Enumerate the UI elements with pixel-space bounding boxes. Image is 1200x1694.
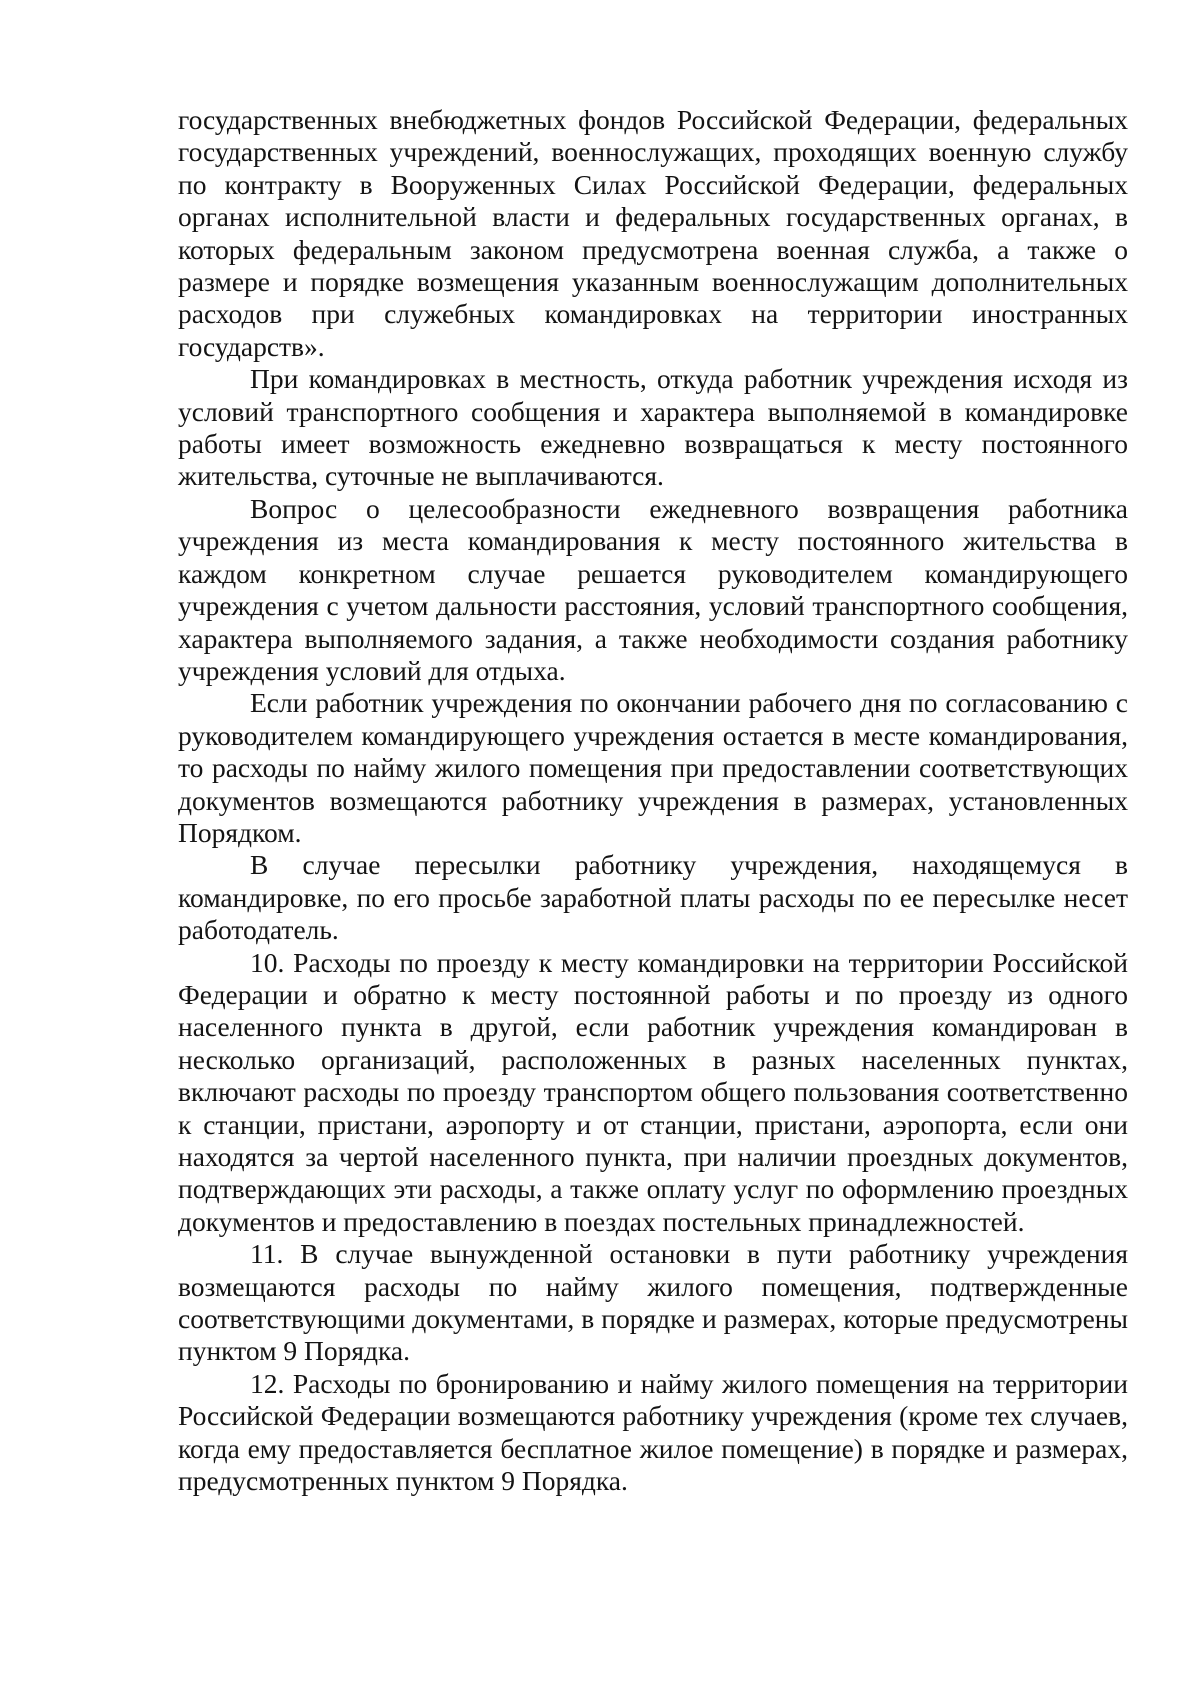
paragraph-stay-expenses: Если работник учреждения по окончании рабочего дня по согласованию с руководителем командирующего учреждения остается в месте командирования, то расходы по найму жилого помещения при предоставлении соответствующих документов возмещаются работнику учреждения в размерах, установленных Порядком.: [178, 687, 1128, 848]
paragraph-return-question: Вопрос о целесообразности ежедневного возвращения работника учреждения из места командирования к месту постоянного жительства в каждом конкретном случае решается руководителем командирующего учреждения с учетом дальности расстояния, условий транспортного сообщения, характера выполняемого задания, а также необходимости создания работнику учреждения условий для отдыха.: [178, 492, 1128, 686]
paragraph-item-11: 11. В случае вынужденной остановки в пути работнику учреждения возмещаются расходы по найму жилого помещения, подтвержденные соответствующими документами, в порядке и размерах, которые предусмотрены пунктом 9 Порядка.: [178, 1238, 1128, 1367]
paragraph-item-12: 12. Расходы по бронированию и найму жилого помещения на территории Российской Федерации возмещаются работнику учреждения (кроме тех случаев, когда ему предоставляется бесплатное жилое помещение) в порядке и размерах, предусмотренных пунктом 9 Порядка.: [178, 1367, 1128, 1497]
paragraph-continuation: государственных внебюджетных фондов Российской Федерации, федеральных государственных учреждений, военнослужащих, проходящих военную службу по контракту в Вооруженных Силах Российской Федерации, федеральных органах исполнительной власти и федеральных государственных органах, в которых федеральным законом предусмотрена военная служба, а также о размере и порядке возмещения указанным военнослужащим дополнительных расходов при служебных командировках на территории иностранных государств».: [178, 104, 1128, 362]
document-body: [178, 104, 1128, 1497]
paragraph-salary-transfer: В случае пересылки работнику учреждения, находящемуся в командировке, по его просьбе заработной платы расходы по ее пересылке несет работодатель.: [178, 849, 1128, 946]
paragraph-item-10: 10. Расходы по проезду к месту командировки на территории Российской Федерации и обратно к месту постоянной работы и по проезду из одного населенного пункта в другой, если работник учреждения командирован в несколько организаций, расположенных в разных населенных пунктах, включают расходы по проезду транспортом общего пользования соответственно к станции, пристани, аэропорту и от станции, пристани, аэропорта, если они находятся за чертой населенного пункта, при наличии проездных документов, подтверждающих эти расходы, а также оплату услуг по оформлению проездных документов и предоставлению в поездах постельных принадлежностей.: [178, 946, 1128, 1237]
paragraph-daily-return: При командировках в местность, откуда работник учреждения исходя из условий транспортного сообщения и характера выполняемой в командировке работы имеет возможность ежедневно возвращаться к месту постоянного жительства, суточные не выплачиваются.: [178, 363, 1128, 492]
